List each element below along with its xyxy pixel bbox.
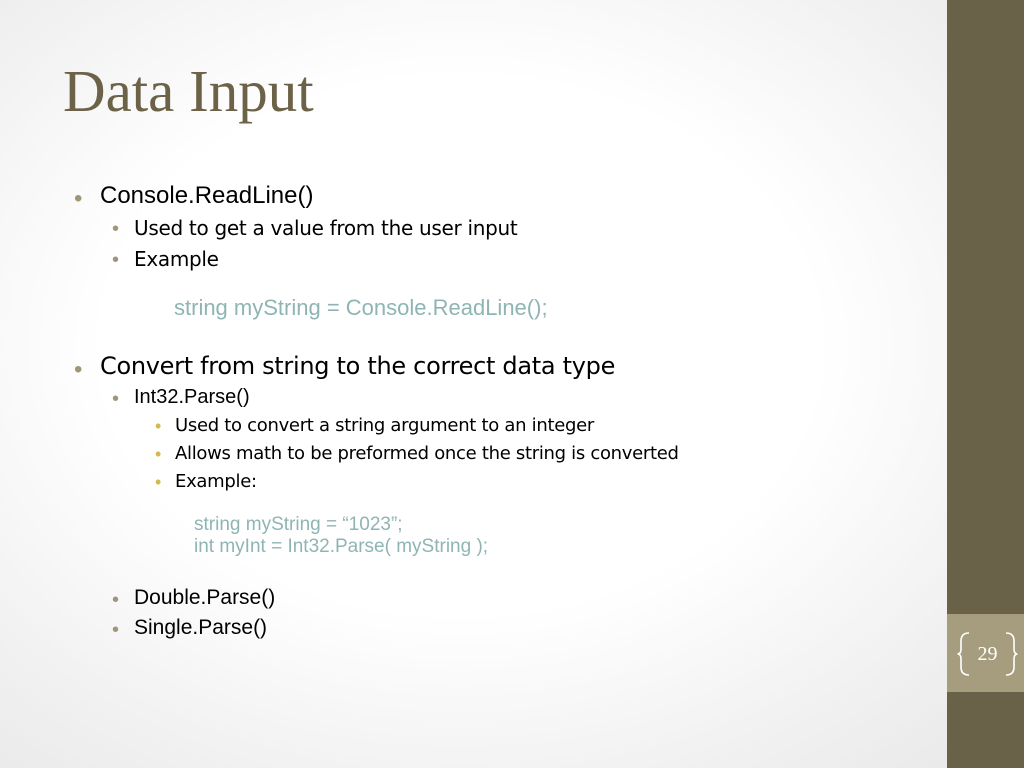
readline-heading: Console.ReadLine() [100, 182, 314, 209]
double-parse-item: Double.Parse() [134, 586, 276, 609]
page-number-badge [957, 631, 1018, 677]
int32-code-line-2: int myInt = Int32.Parse( myString ); [194, 536, 489, 557]
single-parse-item: Single.Parse() [134, 616, 268, 639]
bullet-dot: • [112, 589, 120, 611]
bullet-dot: • [112, 388, 120, 410]
bullet-dot: • [74, 356, 83, 383]
readline-description: Used to get a value from the user input [134, 216, 518, 240]
slide-title: Data Input [63, 58, 314, 124]
int32-parse-heading: Int32.Parse() [134, 386, 250, 408]
page-number: 29 [977, 643, 998, 665]
int32-point-1: Used to convert a string argument to an integer [175, 415, 594, 436]
bullet-dot: • [155, 472, 162, 492]
bullet-dot: • [112, 619, 120, 641]
bullet-dot: • [155, 444, 162, 464]
bullet-dot: • [112, 218, 120, 240]
readline-example-label: Example [134, 247, 219, 271]
readline-code-example: string myString = Console.ReadLine(); [174, 295, 548, 320]
int32-code-line-1: string myString = “1023”; [194, 514, 403, 535]
int32-point-3: Example: [175, 471, 257, 492]
int32-point-2: Allows math to be preformed once the string is converted [175, 443, 679, 464]
bullet-dot: • [155, 416, 162, 436]
bullet-dot: • [112, 249, 120, 271]
bullet-dot: • [74, 185, 83, 212]
convert-heading: Convert from string to the correct data type [100, 352, 616, 380]
